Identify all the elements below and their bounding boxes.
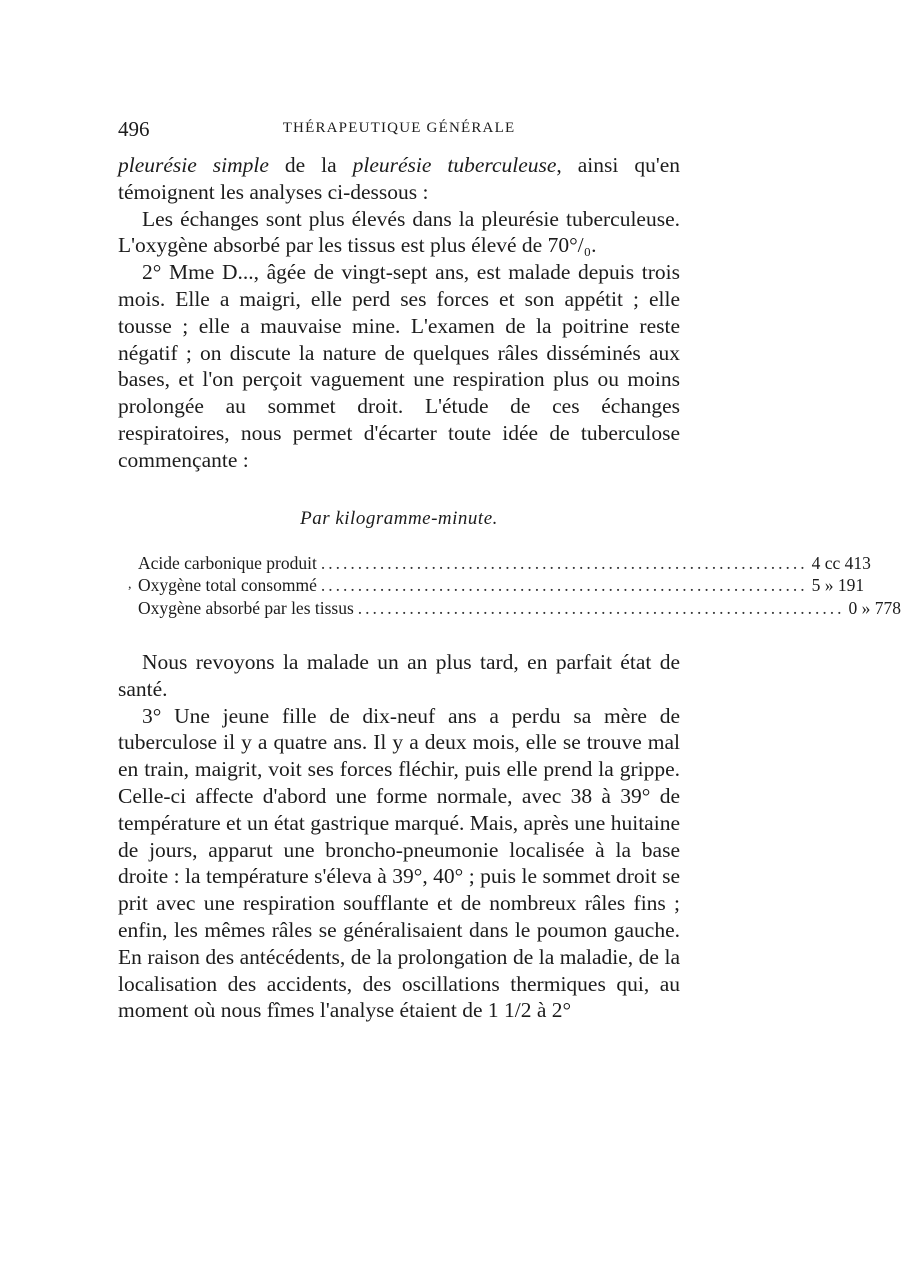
table-row bbox=[138, 552, 871, 575]
row-value: 0 » 778 bbox=[848, 597, 901, 618]
stray-mark: , bbox=[128, 577, 132, 593]
leader-dots: .................................................................. bbox=[320, 575, 808, 596]
running-title: THÉRAPEUTIQUE GÉNÉRALE bbox=[282, 120, 516, 136]
paragraph-3: 2° Mme D..., âgée de vingt-sept ans, est malade depuis trois mois. Elle a maigri, elle perd ses forces et son appétit ; elle tousse ; elle a mauvaise mine. L'examen de la poitrine reste négatif ; on discute la nature de quelques râles disséminés aux bases, et l'on perçoit vaguement une respiration plus ou moins prolongée au sommet droit. L'étude de ces échanges respiratoires, nous permet d'écarter toute idée de tuberculose commençante : bbox=[118, 260, 680, 472]
italic-term-2: pleurésie tuberculeuse bbox=[352, 153, 557, 177]
italic-term-1: pleurésie simple bbox=[118, 153, 269, 177]
table-row bbox=[138, 597, 901, 620]
leader-dots: .................................................................. bbox=[357, 597, 845, 618]
paragraph-4: Nous revoyons la malade un an plus tard, en parfait état de santé. bbox=[118, 650, 680, 701]
row-label: Oxygène total consommé bbox=[138, 575, 317, 596]
text-run: , ainsi qu'en témoignent les analyses ci-dessous : bbox=[118, 153, 680, 204]
row-label: Oxygène absorbé par les tissus bbox=[138, 597, 354, 618]
row-label: Acide carbonique produit bbox=[138, 552, 317, 573]
body-text bbox=[118, 152, 901, 1024]
paragraph-2: Les échanges sont plus élevés dans la pleurésie tuberculeuse. L'oxygène absorbé par les tissus est plus élevé de 70°/₀. bbox=[118, 206, 680, 258]
table-caption: Par kilogramme-minute. bbox=[300, 507, 498, 529]
page-header bbox=[118, 117, 680, 141]
paragraph-5: 3° Une jeune fille de dix-neuf ans a perdu sa mère de tuberculose il y a quatre ans. Il y a deux mois, elle se trouve mal en train, maigrit, voit ses forces fléchir, puis elle prend la grippe. Celle-ci affecte d'abord une forme normale, avec 38 à 39° de température et un état gastrique marqué. Mais, après une huitaine de jours, apparut une broncho-pneumonie localisée à la base droite : la température s'éleva à 39°, 40° ; puis le sommet droit se prit avec une respiration soufflante et de nombreux râles fins ; enfin, les mêmes râles se généralisaient dans le poumon gauche. En raison des antécédents, de la prolongation de la maladie, de la localisation des accidents, des oscillations thermiques qui, au moment où nous fîmes l'analyse étaient de 1 1/2 à 2° bbox=[118, 703, 680, 1023]
page-number: 496 bbox=[118, 117, 150, 141]
text-run: de la bbox=[268, 153, 353, 177]
leader-dots: .................................................................. bbox=[320, 552, 808, 573]
row-value: 5 » 191 bbox=[811, 575, 865, 596]
paragraph-1 bbox=[118, 152, 680, 206]
row-value: 4 cc 413 bbox=[811, 552, 871, 573]
measurement-table bbox=[128, 552, 901, 620]
table-row bbox=[128, 574, 865, 597]
